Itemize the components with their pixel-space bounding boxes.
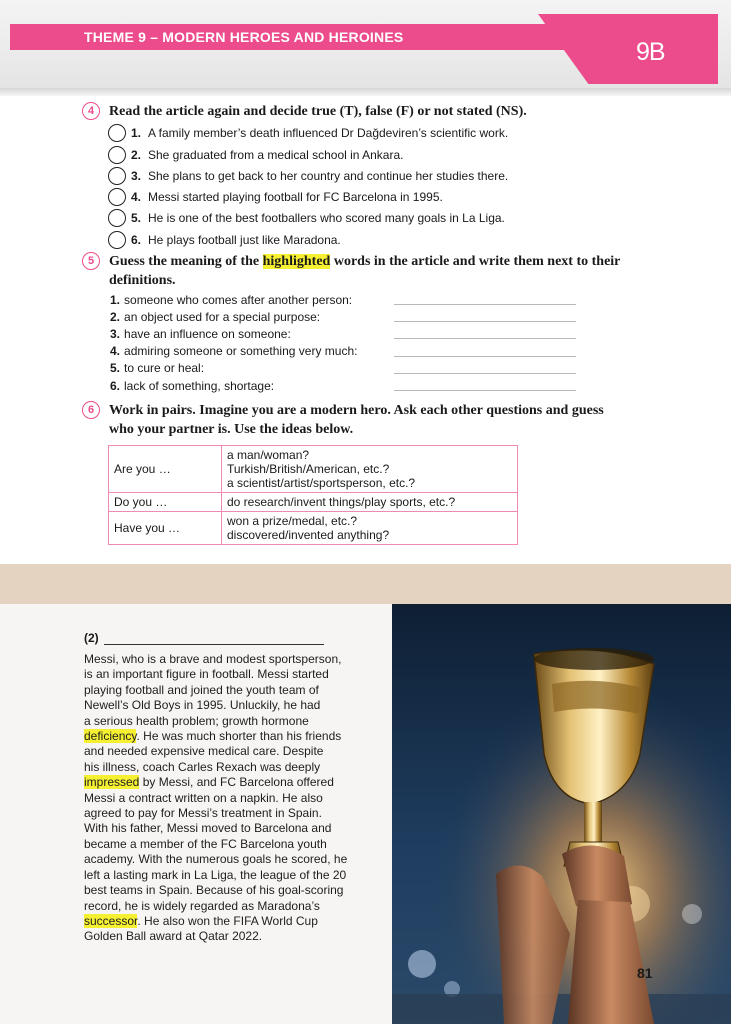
article-line: is an important figure in football. Messi started (84, 667, 329, 682)
article-line: playing football and joined the youth team of (84, 682, 319, 697)
item-number: 5. (131, 211, 142, 225)
article-line: a serious health problem; growth hormone (84, 713, 309, 728)
item-text: Messi started playing football for FC Barcelona in 1995. (148, 190, 443, 204)
answer-circle[interactable] (108, 188, 126, 206)
ideas-cell: do research/invent things/play sports, etc.? (222, 493, 518, 512)
item-number: 3. (131, 169, 142, 183)
item-text: He is one of the best footballers who scored many goals in La Liga. (148, 211, 505, 225)
item-number: 2. (131, 148, 142, 162)
item-number: 6. (131, 233, 142, 247)
table-row (109, 446, 518, 493)
theme-title: THEME 9 – MODERN HEROES AND HEROINES (84, 29, 404, 45)
answer-line[interactable] (394, 321, 576, 322)
item-text: A family member’s death influenced Dr Dağdeviren’s scientific work. (148, 126, 509, 140)
answer-circle[interactable] (108, 124, 126, 142)
article-line: best teams in Spain. Because of his goal-scoring (84, 883, 344, 898)
definition-item: 5. to cure or heal: (110, 361, 205, 375)
article-line: Newell’s Old Boys in 1995. Unluckily, he had (84, 698, 321, 713)
table-row (109, 512, 518, 545)
definition-item: 2. an object used for a special purpose: (110, 310, 321, 324)
highlighted-word: highlighted (262, 254, 331, 269)
table-row (109, 493, 518, 512)
answer-circle[interactable] (108, 231, 126, 249)
decorative-band (0, 564, 731, 604)
article-line: Messi, who is a brave and modest sportsperson, (84, 652, 342, 666)
article-line: deficiency. He was much shorter than his friends (84, 729, 342, 744)
exercise-6-instruction: Work in pairs. Imagine you are a modern hero. Ask each other questions and guess who your partner is. Use the ideas below. (109, 403, 604, 437)
item-text: He plays football just like Maradona. (148, 233, 341, 247)
article-line: impressed by Messi, and FC Barcelona offered (84, 775, 334, 790)
item-number: 1. (131, 126, 142, 140)
article-line: became a member of the FC Barcelona youth (84, 836, 327, 851)
article-line: agreed to pay for Messi’s treatment in Spain. (84, 806, 322, 821)
question-stem: Have you … (109, 512, 222, 545)
title-answer-line[interactable] (104, 644, 324, 645)
article-line: successor. He also won the FIFA World Cup (84, 913, 318, 928)
highlighted-word: successor (84, 913, 138, 928)
answer-line[interactable] (394, 356, 576, 357)
article-line: Golden Ball award at Qatar 2022. (84, 929, 263, 944)
article-line: and needed expensive medical care. Despite (84, 744, 324, 759)
trophy-illustration (392, 604, 731, 1024)
article-line: his illness, coach Carles Rexach was deeply (84, 759, 321, 774)
article-label: (2) (84, 631, 99, 645)
answer-circle[interactable] (108, 146, 126, 164)
exercise-number-badge: 5 (82, 252, 100, 270)
article-line: record, he is widely regarded as Maradona’s (84, 898, 320, 913)
definition-item: 3. have an influence on someone: (110, 327, 291, 341)
trophy-photo (392, 604, 731, 1024)
question-stem: Are you … (109, 446, 222, 493)
question-stem: Do you … (109, 493, 222, 512)
article-line: Messi a contract written on a napkin. He also (84, 790, 323, 805)
unit-badge-label: 9B (636, 38, 665, 66)
article-line: left a lasting mark in La Liga, the league of the 20 (84, 867, 347, 882)
answer-line[interactable] (394, 338, 576, 339)
exercise-5-instruction: Guess the meaning of the highlighted words in the article and write them next to their definitions. (109, 254, 621, 288)
highlighted-word: deficiency (84, 729, 137, 744)
definition-item: 1. someone who comes after another person: (110, 293, 353, 307)
exercise-number-badge: 6 (82, 401, 100, 419)
answer-line[interactable] (394, 373, 576, 374)
article-line: academy. With the numerous goals he scored, he (84, 852, 348, 867)
exercise-4-instruction: Read the article again and decide true (T), false (F) or not stated (NS). (109, 104, 527, 119)
definition-item: 4. admiring someone or something very much: (110, 344, 358, 358)
answer-circle[interactable] (108, 209, 126, 227)
ideas-table (108, 445, 518, 545)
answer-circle[interactable] (108, 167, 126, 185)
definition-item: 6. lack of something, shortage: (110, 379, 275, 393)
item-number: 4. (131, 190, 142, 204)
answer-line[interactable] (394, 390, 576, 391)
item-text: She plans to get back to her country and continue her studies there. (148, 169, 509, 183)
exercise-number-badge: 4 (82, 102, 100, 120)
ideas-cell: won a prize/medal, etc.? discovered/invented anything? (222, 512, 518, 545)
page-number: 81 (637, 965, 653, 981)
ideas-cell: a man/woman? Turkish/British/American, etc.? a scientist/artist/sportsperson, etc.? (222, 446, 518, 493)
header-shadow (0, 88, 731, 96)
article-line: With his father, Messi moved to Barcelona and (84, 821, 332, 836)
highlighted-word: impressed (84, 775, 140, 790)
article-text (84, 652, 384, 945)
item-text: She graduated from a medical school in Ankara. (148, 148, 404, 162)
answer-line[interactable] (394, 304, 576, 305)
